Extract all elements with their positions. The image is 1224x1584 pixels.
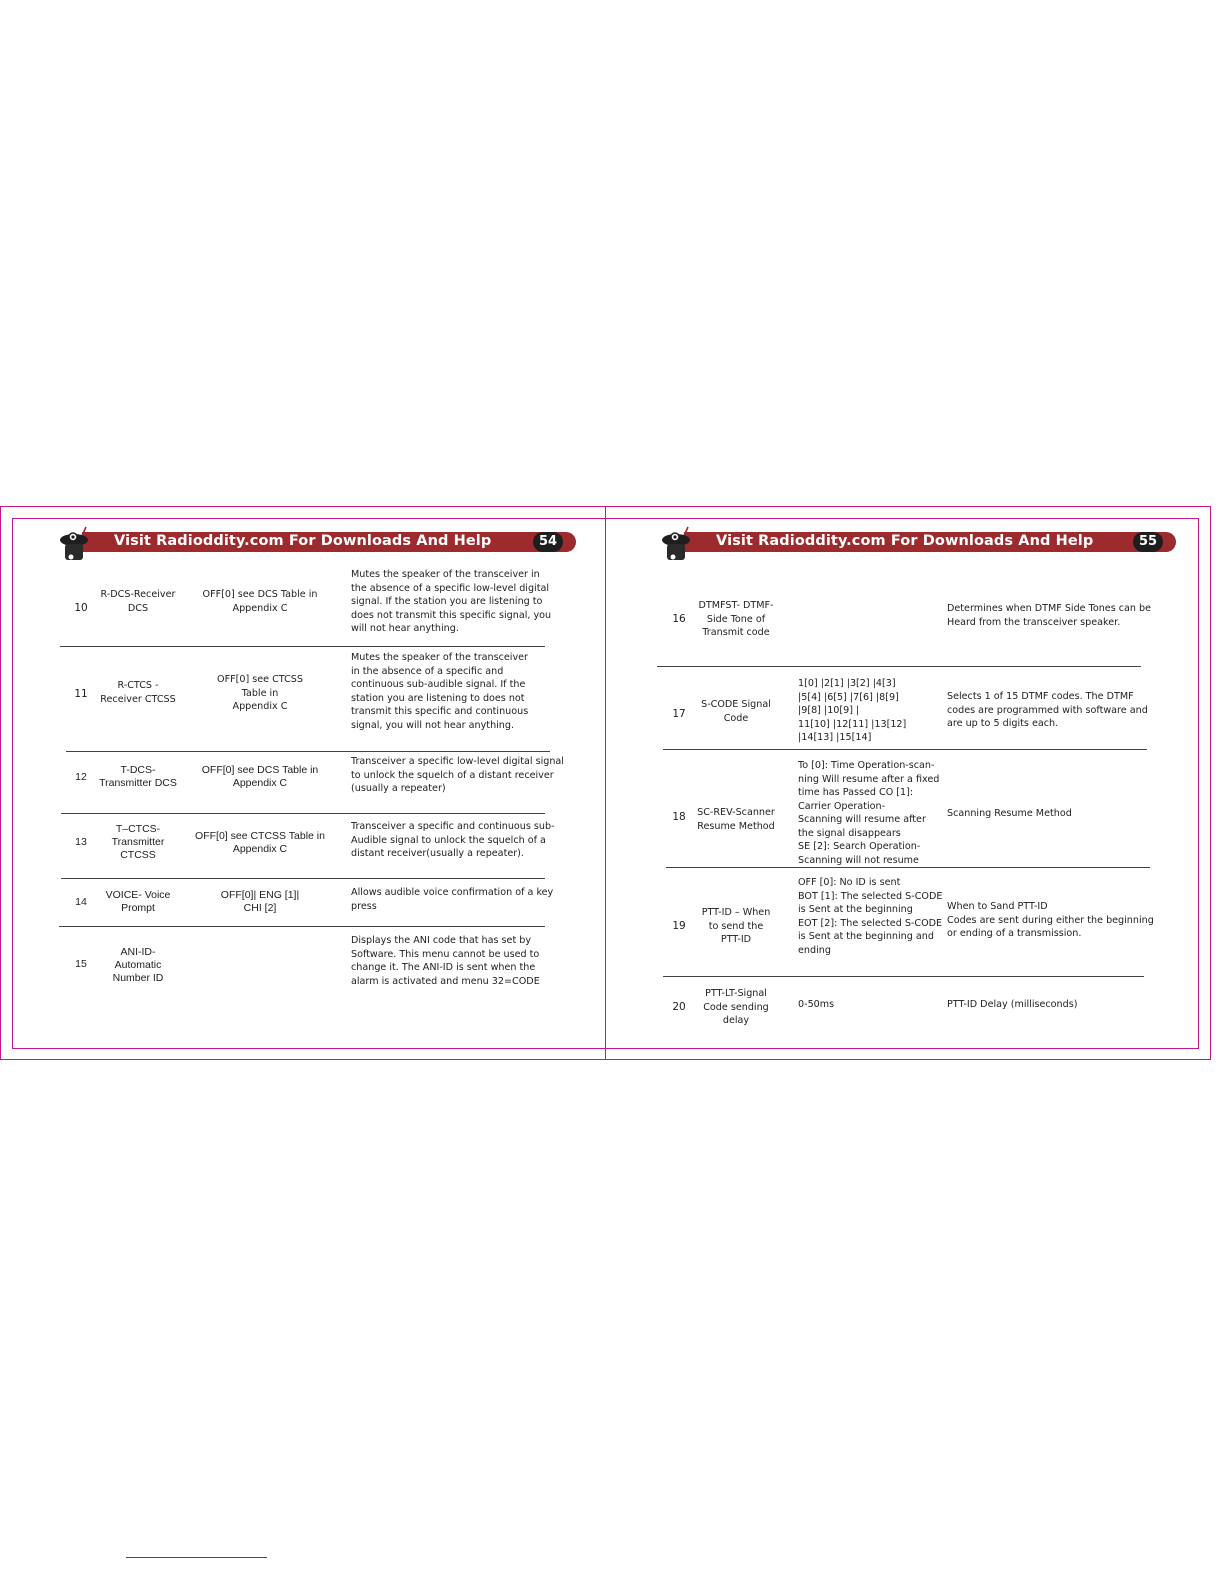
desc-line: codes are programmed with software and <box>947 704 1148 716</box>
desc-line: to unlock the squelch of a distant receiver <box>351 769 554 781</box>
row-divider <box>66 751 550 752</box>
name-line: DCS <box>127 602 149 614</box>
footer-link-underline <box>126 1557 267 1558</box>
header-title: Visit Radioddity.com For Downloads And Help <box>716 533 1094 549</box>
name-line: R-CTCS - <box>117 680 159 691</box>
row-desc <box>351 568 551 636</box>
menu-row-19 <box>606 876 1199 976</box>
setting-line: Scanning will resume after <box>798 814 926 825</box>
desc-line: station you are listening to does not <box>351 692 525 704</box>
row-num: 16 <box>672 613 686 625</box>
row-name <box>90 823 186 862</box>
desc-line: Displays the ANI code that has set by <box>351 935 532 946</box>
row-name <box>686 906 786 947</box>
name-line: T–CTCS- <box>115 823 161 835</box>
row-divider <box>61 878 545 879</box>
desc-line: Allows audible voice confirmation of a key <box>351 887 554 898</box>
row-name <box>686 806 786 833</box>
row-divider <box>657 666 1141 667</box>
desc-line: Scanning Resume Method <box>947 808 1072 819</box>
row-divider <box>663 976 1144 977</box>
setting-line: is Sent at the beginning and <box>798 931 934 942</box>
setting-line: the signal disappears <box>798 827 901 839</box>
name-line: S-CODE Signal <box>701 699 771 710</box>
row-desc <box>947 602 1157 629</box>
name-line: Resume Method <box>697 820 775 832</box>
row-desc <box>947 900 1157 941</box>
name-line: Code <box>723 712 749 724</box>
setting-line: |14[13] |15[14] <box>798 732 872 743</box>
desc-line: in the absence of a specific and <box>351 665 504 677</box>
row-name <box>90 679 186 706</box>
name-line: Code sending <box>703 1001 769 1013</box>
setting-line: SE [2]: Search Operation- <box>798 841 921 852</box>
name-line: Transmitter DCS <box>99 777 177 789</box>
setting-line: ning Will resume after a fixed <box>798 773 940 785</box>
desc-line: Codes are sent during either the beginning <box>947 914 1154 926</box>
setting-line: Appendix C <box>232 777 288 789</box>
row-name <box>90 889 186 915</box>
setting-line: To [0]: Time Operation-scan- <box>798 760 935 771</box>
setting-line: OFF[0] see DCS Table in <box>202 589 318 600</box>
page-54 <box>12 518 605 1049</box>
name-line: Receiver CTCSS <box>100 693 176 705</box>
setting-line: Appendix C <box>232 701 288 712</box>
desc-line: Transceiver a specific and continuous sub- <box>351 821 555 832</box>
setting-line: EOT [2]: The selected S-CODE <box>798 917 943 929</box>
desc-line: PTT-ID Delay (milliseconds) <box>947 999 1078 1010</box>
menu-row-20 <box>606 987 1199 1043</box>
setting-line: time has Passed CO [1]: <box>798 787 914 798</box>
setting-line: OFF[0] see CTCSS <box>217 674 303 685</box>
row-num: 11 <box>74 688 88 700</box>
row-desc <box>947 690 1157 731</box>
row-setting <box>190 764 330 790</box>
row-num: 17 <box>672 708 686 720</box>
page-header <box>658 524 1178 554</box>
setting-line: Appendix C <box>232 602 288 614</box>
row-setting <box>190 673 330 714</box>
row-divider <box>61 813 545 814</box>
setting-line: Carrier Operation- <box>798 800 886 812</box>
name-line: VOICE- Voice <box>105 889 171 901</box>
setting-line: OFF[0] see CTCSS Table in <box>195 830 325 842</box>
setting-line: CHI [2] <box>243 902 277 914</box>
desc-line: (usually a repeater) <box>351 783 446 794</box>
row-name <box>90 946 186 985</box>
row-name <box>686 698 786 725</box>
name-line: DTMFST- DTMF- <box>698 600 774 611</box>
setting-line: |9[8] |10[9] | <box>798 705 860 716</box>
menu-row-14 <box>12 886 605 926</box>
setting-line: Scanning will not resume <box>798 854 919 866</box>
row-num: 10 <box>74 602 88 614</box>
row-name <box>90 764 186 790</box>
page-header <box>56 524 576 554</box>
page-number: 54 <box>533 532 563 552</box>
name-line: SC-REV-Scanner <box>697 807 775 818</box>
row-num: 13 <box>75 836 87 848</box>
row-setting <box>190 889 330 915</box>
row-num: 18 <box>672 811 686 823</box>
setting-line: 0-50ms <box>798 999 835 1010</box>
menu-row-11 <box>12 651 605 751</box>
row-num: 12 <box>75 771 87 783</box>
row-num: 20 <box>672 1001 686 1013</box>
menu-row-10 <box>12 568 605 646</box>
row-name <box>90 588 186 615</box>
setting-line: OFF [0]: No ID is sent <box>798 877 901 888</box>
setting-line: Appendix C <box>232 843 288 855</box>
desc-line: Selects 1 of 15 DTMF codes. The DTMF <box>947 691 1134 702</box>
name-line: Automatic <box>114 959 162 971</box>
row-divider <box>60 646 545 647</box>
robot-mascot-icon <box>56 524 96 564</box>
name-line: PTT-ID – When <box>701 907 771 918</box>
setting-line: 1[0] |2[1] |3[2] |4[3] <box>798 678 896 689</box>
row-divider <box>663 749 1147 750</box>
setting-line: OFF[0] see DCS Table in <box>201 764 319 776</box>
name-line: PTT-ID <box>720 934 752 945</box>
row-num: 19 <box>672 920 686 932</box>
row-setting <box>798 677 938 745</box>
setting-line: 11[10] |12[11] |13[12] <box>798 718 907 730</box>
row-setting <box>190 830 330 856</box>
desc-line: the absence of a specific low-level digital <box>351 582 550 594</box>
desc-line: will not hear anything. <box>351 623 459 634</box>
desc-line: transmit this specific and continuous <box>351 706 529 717</box>
row-desc <box>351 651 551 732</box>
desc-line: Mutes the speaker of the transceiver in <box>351 569 540 580</box>
row-name <box>686 987 786 1028</box>
row-desc <box>947 807 1157 821</box>
name-line: ANI-ID- <box>120 946 156 958</box>
desc-line: continuous sub-audible signal. If the <box>351 679 526 690</box>
name-line: Side Tone of <box>706 613 766 625</box>
desc-line: Audible signal to unlock the squelch of a <box>351 834 546 846</box>
name-line: PTT-LT-Signal <box>705 988 767 999</box>
row-divider <box>59 926 545 927</box>
setting-line: OFF[0]| ENG [1]| <box>220 889 300 901</box>
row-num: 15 <box>75 958 87 970</box>
desc-line: signal. If the station you are listening to <box>351 596 543 607</box>
row-divider <box>666 867 1150 868</box>
row-desc <box>351 755 564 796</box>
name-line: Transmit code <box>702 627 770 638</box>
row-desc <box>351 820 555 861</box>
menu-row-17 <box>606 677 1199 749</box>
desc-line: Transceiver a specific low-level digital signal <box>351 756 564 767</box>
name-line: R-DCS-Receiver <box>100 589 176 600</box>
desc-line: distant receiver(usually a repeater). <box>351 848 524 859</box>
desc-line: Software. This menu cannot be used to <box>351 948 540 960</box>
row-desc <box>351 886 554 913</box>
row-num: 14 <box>75 896 87 908</box>
desc-line: or ending of a transmission. <box>947 928 1082 939</box>
row-name <box>686 599 786 640</box>
menu-row-12 <box>12 755 605 813</box>
menu-row-13 <box>12 820 605 878</box>
name-line: T-DCS- <box>120 764 156 776</box>
desc-line: Determines when DTMF Side Tones can be <box>947 603 1152 614</box>
menu-row-18 <box>606 759 1199 867</box>
page-number: 55 <box>1133 532 1163 552</box>
name-line: Prompt <box>121 902 155 914</box>
setting-line: |5[4] |6[5] |7[6] |8[9] <box>798 691 899 703</box>
page-55 <box>606 518 1199 1049</box>
row-setting <box>798 876 943 957</box>
header-title: Visit Radioddity.com For Downloads And Help <box>114 533 492 549</box>
row-setting <box>798 998 938 1012</box>
desc-line: Heard from the transceiver speaker. <box>947 616 1121 628</box>
setting-line: Table in <box>241 687 279 699</box>
name-line: Number ID <box>112 972 164 984</box>
desc-line: does not transmit this specific signal, you <box>351 609 552 621</box>
menu-row-16 <box>606 596 1199 666</box>
row-desc <box>351 934 551 988</box>
name-line: delay <box>722 1015 750 1026</box>
name-line: to send the <box>708 920 764 932</box>
setting-line: BOT [1]: The selected S-CODE <box>798 890 943 902</box>
row-setting <box>190 588 330 615</box>
row-setting <box>798 759 938 867</box>
desc-line: change it. The ANI-ID is sent when the <box>351 962 536 973</box>
name-line: CTCSS <box>120 849 156 861</box>
desc-line: press <box>351 900 377 912</box>
robot-mascot-icon <box>658 524 698 564</box>
setting-line: ending <box>798 944 831 956</box>
desc-line: When to Sand PTT-ID <box>947 901 1048 912</box>
name-line: Transmitter <box>111 836 165 848</box>
desc-line: alarm is activated and menu 32=CODE <box>351 975 540 987</box>
menu-row-15 <box>12 934 605 1004</box>
row-desc <box>947 998 1157 1012</box>
desc-line: are up to 5 digits each. <box>947 718 1059 729</box>
desc-line: signal, you will not hear anything. <box>351 719 515 731</box>
desc-line: Mutes the speaker of the transceiver <box>351 652 528 663</box>
setting-line: is Sent at the beginning <box>798 904 913 915</box>
